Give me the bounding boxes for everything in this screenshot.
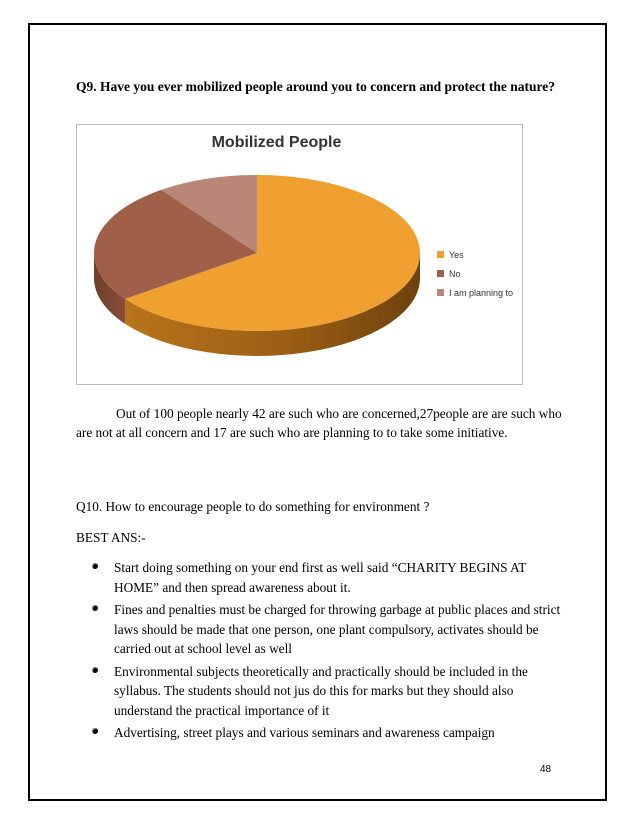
legend-item-no bbox=[437, 264, 513, 283]
list-item bbox=[92, 662, 562, 721]
list-item-text: Fines and penalties must be charged for throwing garbage at public places and strict laws should be made that one person, one plant compulsory, activates should be carried out at school level as well bbox=[114, 602, 561, 656]
legend-label-yes: Yes bbox=[449, 249, 464, 260]
list-item-text: Environmental subjects theoretically and practically should be included in the syllabus. The students should not jus do this for marks but they should also understand the practical importance of it bbox=[114, 663, 528, 718]
list-item-text: Start doing something on your end first as well said “CHARITY BEGINS AT HOME” and then spread awareness about it. bbox=[114, 560, 527, 595]
page-number: 48 bbox=[540, 764, 552, 775]
bullet-icon bbox=[92, 563, 98, 569]
question-9: Q9. Have you ever mobilized people around you to concern and protect the nature? bbox=[76, 79, 555, 94]
bullet-icon bbox=[92, 728, 98, 734]
legend-item-yes bbox=[437, 245, 513, 264]
legend-swatch-planning bbox=[437, 289, 444, 296]
legend-swatch-yes bbox=[437, 251, 444, 258]
legend-item-planning bbox=[437, 283, 513, 302]
list-item bbox=[92, 558, 562, 597]
bullet-icon bbox=[92, 605, 98, 611]
bullet-icon bbox=[92, 667, 98, 673]
summary-paragraph bbox=[76, 404, 566, 442]
best-answer-label: BEST ANS:- bbox=[76, 530, 146, 545]
question-10: Q10. How to encourage people to do something for environment ? bbox=[76, 499, 430, 514]
list-item bbox=[92, 600, 562, 659]
chart-title: Mobilized People bbox=[211, 134, 342, 151]
chart-legend bbox=[437, 245, 513, 302]
summary-text: Out of 100 people nearly 42 are such who are concerned,27people are are such who are not at all concern and 17 are such who are planning to to take some initiative. bbox=[76, 406, 562, 440]
legend-label-no: No bbox=[449, 268, 461, 279]
list-item-text: Advertising, street plays and various seminars and awareness campaign bbox=[114, 725, 495, 740]
pie-chart bbox=[76, 124, 523, 385]
legend-label-planning: I am planning to bbox=[449, 287, 514, 298]
answer-list bbox=[92, 558, 562, 746]
list-item bbox=[92, 723, 562, 743]
legend-swatch-no bbox=[437, 270, 444, 277]
